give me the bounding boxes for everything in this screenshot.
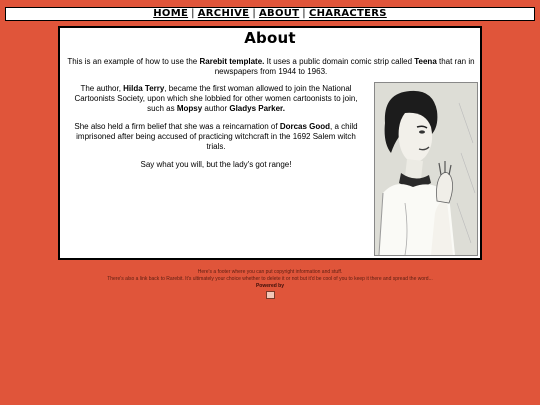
about-text-column bbox=[68, 84, 364, 178]
nav-link-home[interactable]: HOME bbox=[153, 8, 189, 19]
author-photo bbox=[374, 82, 478, 256]
mopsy-text: Mopsy bbox=[176, 104, 203, 113]
intro-text: It uses a public domain comic strip called bbox=[264, 57, 415, 66]
gladys-parker-text: Gladys Parker. bbox=[229, 104, 285, 113]
top-nav bbox=[5, 7, 535, 21]
footer-rarebit-note: There's also a link back to Rarebit. It's ultimately your choice whether to delete it or not but it'd be cool of you to keep it there and spread the word... bbox=[107, 276, 433, 282]
paragraph-text: , became the first woman allowed to join the National Cartoonists Society, upon which she lobbied for other women cartoonists to join, such as bbox=[74, 84, 358, 113]
intro-paragraph bbox=[66, 57, 476, 77]
rarebit-template-link[interactable]: Rarebit template. bbox=[199, 57, 265, 66]
nav-link-archive[interactable]: ARCHIVE bbox=[197, 8, 250, 19]
teena-text: Teena bbox=[414, 57, 437, 66]
intro-text: This is an example of how to use the bbox=[67, 57, 200, 66]
paragraph-text: The author, bbox=[80, 84, 124, 93]
paragraph-text: author bbox=[202, 104, 230, 113]
author-paragraph bbox=[68, 84, 364, 114]
nav-link-characters[interactable]: CHARACTERS bbox=[308, 8, 387, 19]
footer bbox=[0, 269, 540, 302]
powered-by-image[interactable] bbox=[0, 290, 540, 302]
paragraph-text: , a child imprisoned after being accused of practicing witchcraft in the 1692 Salem witch trials. bbox=[76, 122, 358, 151]
page-title: About bbox=[244, 29, 296, 47]
belief-paragraph bbox=[68, 122, 364, 152]
powered-by-label: Powered by bbox=[255, 283, 285, 289]
footer-copyright-text: Here's a footer where you can put copyright information and stuff. bbox=[197, 269, 343, 275]
hilda-terry-text: Hilda Terry bbox=[123, 84, 165, 93]
nav-separator: | bbox=[191, 8, 195, 19]
intro-text: that ran in newspapers from 1944 to 1963. bbox=[214, 57, 475, 76]
dorcas-good-text: Dorcas Good bbox=[279, 122, 331, 131]
nav-separator: | bbox=[302, 8, 306, 19]
nav-link-about[interactable]: ABOUT bbox=[258, 8, 300, 19]
author-photo-illustration bbox=[375, 83, 477, 255]
paragraph-text: She also held a firm belief that she was a reincarnation of bbox=[74, 122, 280, 131]
closing-paragraph: Say what you will, but the lady's got range! bbox=[140, 160, 292, 169]
broken-image-icon[interactable] bbox=[266, 291, 275, 299]
nav-separator: | bbox=[252, 8, 256, 19]
about-panel bbox=[58, 26, 482, 260]
